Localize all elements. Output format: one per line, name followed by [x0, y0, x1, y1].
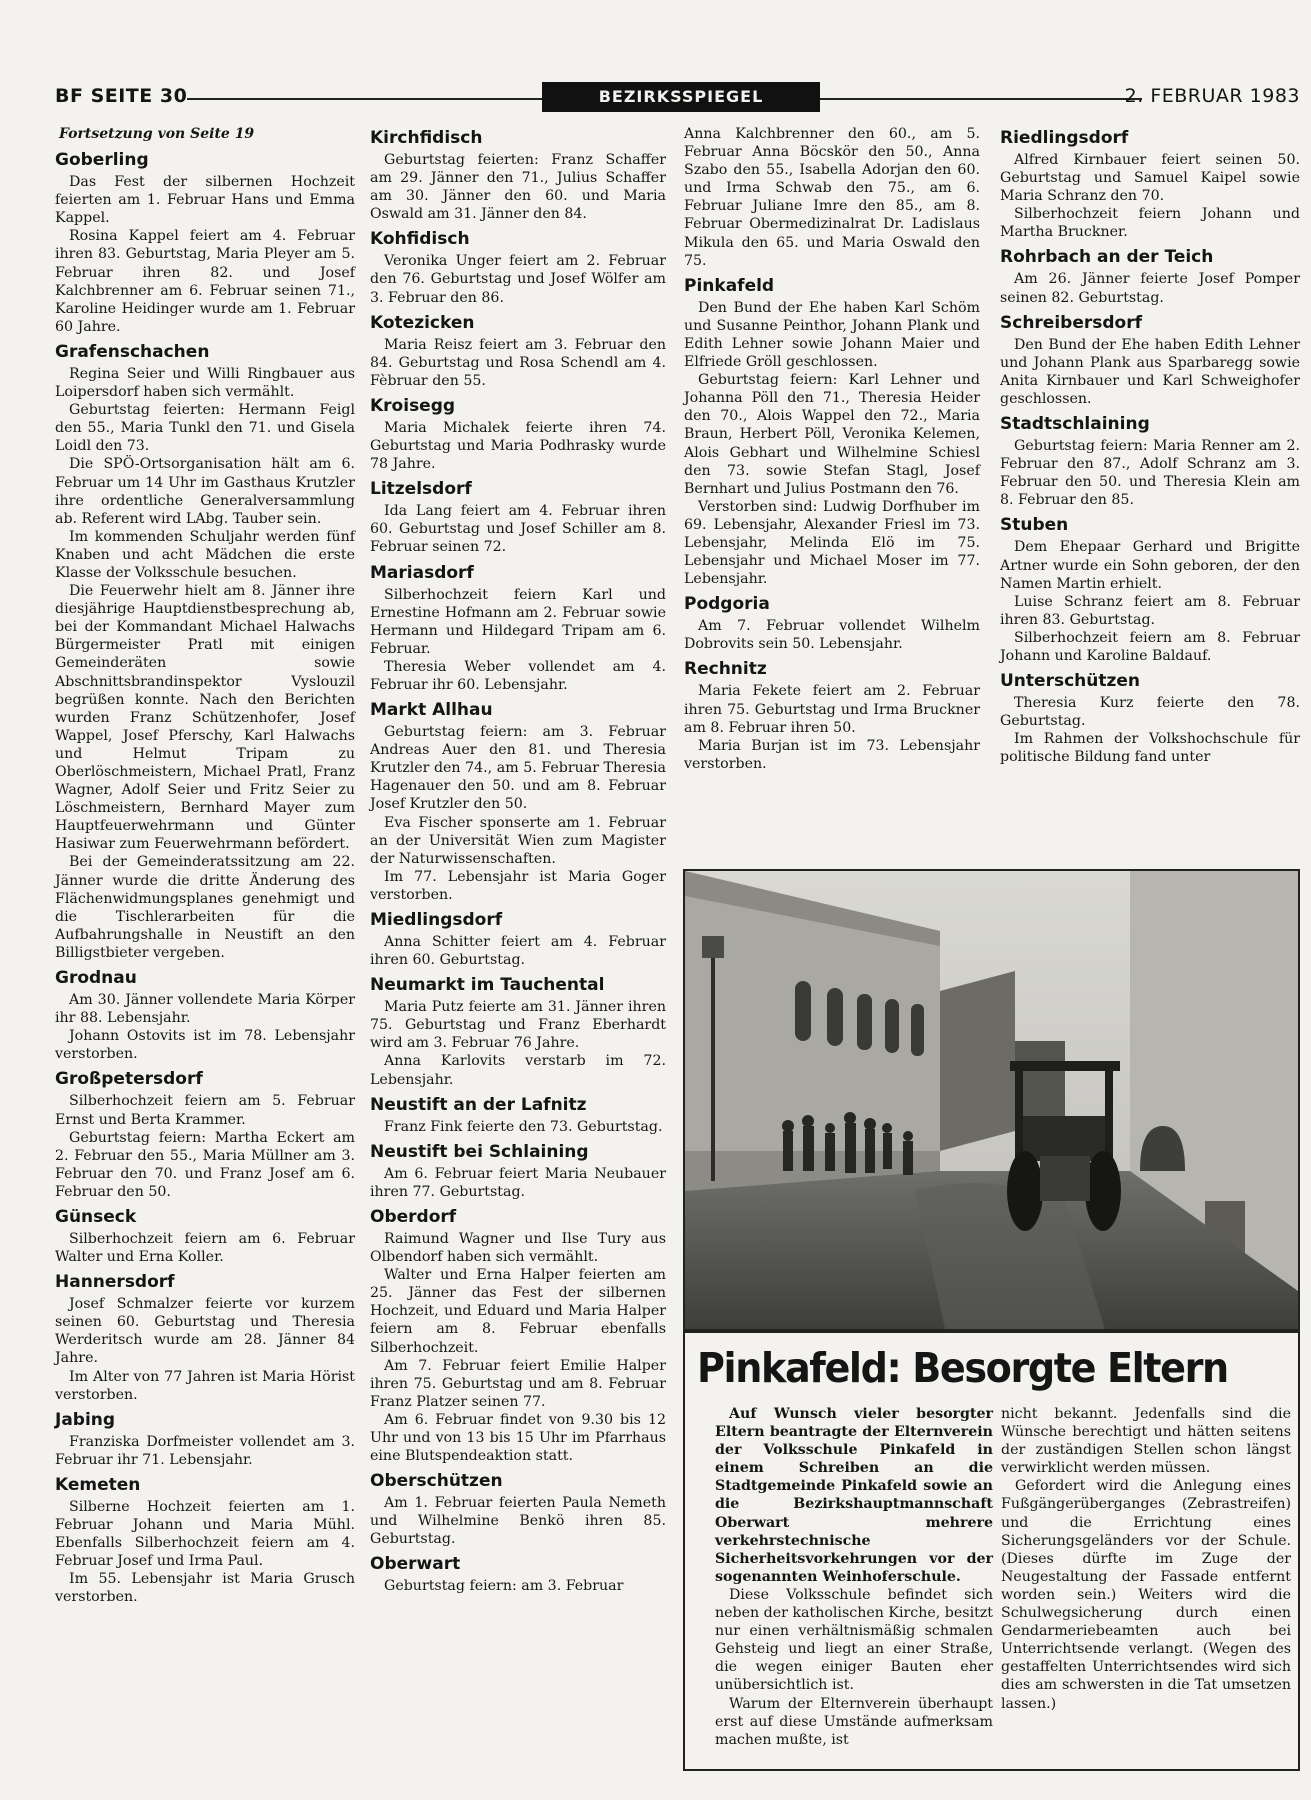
article-paragraph: Gefordert wird die Anlegung eines Fußgängerüberganges (Zebrastreifen) und die Errichtung eines Sicherungsgeländers vor der Schule. (Dieses dürfte im Zuge der Neugestaltung der Fassade entfernt worden sein.) Weiters wird die Schulwegsicherung durch einen Gendarmeriebeamten auch bei Unterrichtsende verlangt. (Wegen des gestaffelten Unterrichtsendes wird sich dies am schwersten in die Tat umsetzen lassen.): [1001, 1478, 1291, 1712]
section-heading: Rohrbach an der Teich: [1000, 247, 1214, 268]
section-heading: Mariasdorf: [370, 562, 474, 583]
section-heading: Oberwart: [370, 1554, 461, 1575]
column-2: [370, 125, 666, 1601]
news-section: [55, 1206, 355, 1266]
section-heading: Neumarkt im Tauchental: [370, 975, 605, 996]
column-2-sections: [370, 127, 666, 1596]
section-paragraph: Luise Schranz feiert am 8. Februar ihren 83. Geburtstag.: [1000, 593, 1300, 628]
continuation-note: Fortsetzung von Seite 19: [59, 126, 255, 142]
section-heading: Miedlingsdorf: [370, 910, 503, 930]
column-3: [684, 125, 980, 778]
section-paragraph: Franz Fink feierte den 73. Geburtstag.: [384, 1118, 663, 1135]
section-heading: Oberschützen: [370, 1471, 503, 1492]
column-1: [55, 125, 355, 1611]
news-photo: [683, 869, 1300, 1331]
section-heading: Unterschützen: [1000, 671, 1141, 692]
article-title: Pinkafeld: Besorgte Eltern: [697, 1344, 1228, 1392]
section-paragraph: Am 6. Februar feiert Maria Neubauer ihren 77. Geburtstag.: [370, 1165, 666, 1200]
news-section: [1000, 127, 1300, 241]
news-section: [55, 967, 355, 1063]
section-heading: Hannersdorf: [55, 1272, 175, 1293]
news-section: [370, 1470, 666, 1548]
section-heading: Goberling: [55, 150, 149, 171]
article-paragraph: nicht bekannt. Jedenfalls sind die Wünsche berechtigt und hätten seitens der zuständigen Stellen schon längst verwirklicht werden müssen.: [1001, 1406, 1291, 1477]
section-paragraph: Am 26. Jänner feierte Josef Pomper seinen 82. Geburtstag.: [1000, 271, 1300, 306]
article-lead: Auf Wunsch vieler besorgter Eltern beantragte der Elternverein der Volksschule Pinkafeld in einem Schreiben an die Stadtgemeinde Pinkafeld sowie an die Bezirkshauptmannschaft Oberwart mehrere verkehrstechnische Sicherheitsvorkehrungen vor der sogenannten Weinhoferschule.: [715, 1406, 993, 1585]
news-section: [370, 1141, 666, 1201]
section-heading: Jabing: [55, 1409, 116, 1430]
section-paragraph: Am 6. Februar findet von 9.30 bis 12 Uhr und von 13 bis 15 Uhr im Pfarrhaus eine Blutspendeaktion statt.: [370, 1411, 666, 1465]
section-heading: Kroisegg: [370, 395, 456, 416]
column-3-sections: [684, 125, 980, 773]
section-title: BEZIRKSSPIEGEL: [542, 82, 820, 112]
section-paragraph: Am 7. Februar vollendet Wilhelm Dobrovits sein 50. Lebensjahr.: [684, 618, 980, 653]
news-section: [55, 1409, 355, 1469]
news-section: [1000, 514, 1300, 665]
section-paragraph: Am 1. Februar feierten Paula Nemeth und Wilhelmine Benkö ihren 85. Geburtstag.: [370, 1495, 666, 1548]
section-paragraph: Geburtstag feiern: am 3. Februar: [384, 1578, 624, 1595]
section-paragraph: Eva Fischer sponserte am 1. Februar an der Universität Wien zum Magister der Naturwissenschaften.: [370, 814, 666, 867]
news-section: [370, 1206, 666, 1465]
news-section: [684, 593, 980, 653]
section-paragraph: Silberhochzeit feiern am 5. Februar Ernst und Berta Krammer.: [55, 1093, 355, 1128]
section-paragraph: Den Bund der Ehe haben Karl Schöm und Susanne Peinthor, Johann Plank und Edith Lehner sowie Johann Maier und Elfriede Gröll geschlossen.: [684, 299, 980, 371]
section-paragraph: Silberhochzeit feiern Karl und Ernestine Hofmann am 2. Februar sowie Hermann und Hildegard Tripam am 6. Februar.: [370, 586, 666, 657]
section-heading: Stadtschlaining: [1000, 414, 1150, 435]
section-paragraph: Das Fest der silbernen Hochzeit feierten am 1. Februar Hans und Emma Kappel.: [55, 174, 355, 227]
section-paragraph: Maria Burjan ist im 73. Lebensjahr verstorben.: [684, 737, 980, 772]
section-paragraph: Bei der Gemeinderatssitzung am 22. Jänner wurde die dritte Änderung des Flächenwidmungsplanes genehmigt und die Tischlerarbeiten für die Aufbahrungshalle in Neustift an den Billigstbieter vergeben.: [55, 854, 355, 961]
section-heading: Stuben: [1000, 515, 1069, 536]
column-4-sections: [1000, 127, 1300, 766]
section-paragraph: Veronika Unger feiert am 2. Februar den 76. Geburtstag und Josef Wölfer am 3. Februar den 86.: [370, 253, 666, 306]
news-section: [55, 341, 355, 962]
photo-school-street-icon: [685, 871, 1298, 1329]
section-heading: Riedlingsdorf: [1000, 128, 1129, 148]
section-paragraph: Alfred Kirnbauer feiert seinen 50. Geburtstag und Samuel Kaipel sowie Maria Schranz den 70.: [1000, 152, 1300, 205]
section-heading: Grafenschachen: [55, 341, 210, 362]
section-paragraph: Geburtstag feiern: Karl Lehner und Johanna Pöll den 71., Theresia Heider den 70., Alois Wappel den 72., Maria Braun, Herbert Pöll, Veronika Kelemen, Alois Gebhart und Wilhelmine Schiesl den 73. sowie Stefan Stagl, Josef Bernhart und Julius Postmann den 76.: [684, 372, 980, 497]
news-section: [370, 312, 666, 390]
section-paragraph: Regina Seier und Willi Ringbauer aus Loipersdorf haben sich vermählt.: [55, 365, 355, 401]
section-heading: Markt Allhau: [370, 700, 493, 721]
section-heading: Kohfidisch: [370, 229, 470, 250]
section-paragraph: Theresia Kurz feierte den 78. Geburtstag.: [1000, 695, 1300, 730]
section-paragraph: Am 7. Februar feiert Emilie Halper ihren 75. Geburtstag und am 8. Februar Franz Platzer seinen 77.: [370, 1357, 666, 1410]
news-section: [370, 974, 666, 1088]
section-paragraph: Silberhochzeit feiern am 6. Februar Walter und Erna Koller.: [55, 1230, 355, 1266]
section-heading: Kotezicken: [370, 312, 475, 333]
news-section: [370, 228, 666, 306]
page-number: BF SEITE 30: [55, 85, 188, 107]
news-section: [370, 127, 666, 223]
section-paragraph: Im 55. Lebensjahr ist Maria Grusch verstorben.: [55, 1571, 355, 1606]
news-section: [1000, 246, 1300, 306]
header-rule-right: [820, 98, 1142, 100]
news-section: [55, 1271, 355, 1404]
article-paragraph: Warum der Elternverein überhaupt erst auf diese Umstände aufmerksam machen mußte, ist: [715, 1695, 993, 1748]
section-paragraph: Anna Kalchbrenner den 60., am 5. Februar Anna Böcskör den 50., Anna Szabo den 55., Isabella Adorjan den 60. und Irma Schwab den 75., am 6. Februar Juliane Imre den 85., am 8. Februar Obermedizinalrat Dr. Ladislaus Mikula den 65. und Maria Oswald den 75.: [684, 126, 980, 269]
section-paragraph: Im Rahmen der Volkshochschule für politische Bildung fand unter: [1000, 731, 1300, 766]
news-section: [55, 1474, 355, 1607]
section-paragraph: Geburtstag feiern: Maria Renner am 2. Februar den 87., Adolf Schranz am 3. Februar den 50. und Theresia Klein am 8. Februar den 85.: [1000, 438, 1300, 509]
section-paragraph: Im 77. Lebensjahr ist Maria Goger verstorben.: [370, 868, 666, 903]
header-rule-left: [187, 98, 542, 100]
news-section: [370, 478, 666, 556]
news-section: [1000, 670, 1300, 766]
news-section: [55, 1068, 355, 1201]
section-heading: Neustift bei Schlaining: [370, 1141, 589, 1162]
section-paragraph: Geburtstag feierten: Franz Schaffer am 29. Jänner den 71., Julius Schaffer am 30. Jänner den 60. und Maria Oswald am 31. Jänner den 84.: [370, 152, 666, 223]
section-paragraph: Die SPÖ-Ortsorganisation hält am 6. Februar um 14 Uhr im Gasthaus Krutzler ihre ordentliche Generalversammlung ab. Referent wird LAbg. Tauber sein.: [55, 456, 355, 527]
section-paragraph: Ida Lang feiert am 4. Februar ihren 60. Geburtstag und Josef Schiller am 8. Februar seinen 72.: [370, 503, 666, 556]
column-1-sections: [55, 149, 355, 1606]
news-section: [370, 562, 666, 695]
section-paragraph: Silberhochzeit feiern Johann und Martha Bruckner.: [1000, 206, 1300, 241]
news-section: [370, 395, 666, 473]
news-section: [684, 658, 980, 772]
news-section: [684, 125, 980, 270]
section-heading: Oberdorf: [370, 1206, 457, 1227]
section-paragraph: Den Bund der Ehe haben Edith Lehner und Johann Plank aus Sparbaregg sowie Anita Kirnbauer und Karl Schweighofer geschlossen.: [1000, 336, 1300, 407]
section-paragraph: Geburtstag feierten: Hermann Feigl den 55., Maria Tunkl den 71. und Gisela Loidl den 73.: [55, 402, 355, 455]
section-paragraph: Am 30. Jänner vollendete Maria Körper ihr 88. Lebensjahr.: [55, 992, 355, 1027]
section-paragraph: Im Alter von 77 Jahren ist Maria Hörist verstorben.: [55, 1368, 355, 1403]
section-paragraph: Anna Karlovits verstarb im 72. Lebensjahr.: [370, 1053, 666, 1088]
section-paragraph: Josef Schmalzer feierte vor kurzem seinen 60. Geburtstag und Theresia Werderitsch wurde am 28. Jänner 84 Jahre.: [55, 1296, 355, 1367]
section-paragraph: Geburtstag feiern: am 3. Februar Andreas Auer den 81. und Theresia Krutzler den 74., am 5. Februar Theresia Hagenauer den 50. und am 8. Februar Josef Krutzler den 50.: [370, 724, 666, 813]
section-heading: Pinkafeld: [684, 275, 775, 296]
article-paragraph: Diese Volksschule befindet sich neben der katholischen Kirche, besitzt nur einen verhältnismäßig schmalen Gehsteig und liegt an einer Straße, die wegen einiger Bauten eher unübersichtlich ist.: [715, 1586, 993, 1694]
news-section: [370, 1094, 666, 1136]
column-4: [1000, 125, 1300, 771]
section-heading: Grodnau: [55, 968, 137, 989]
section-paragraph: Rosina Kappel feiert am 4. Februar ihren 83. Geburtstag, Maria Pleyer am 5. Februar ihren 82. und Josef Kalchbrenner am 6. Februar seinen 71., Karoline Heidinger wurde am 1. Februar 60 Jahre.: [55, 228, 355, 335]
news-section: [55, 149, 355, 336]
section-heading: Rechnitz: [684, 659, 767, 680]
section-paragraph: Silberne Hochzeit feierten am 1. Februar Johann und Maria Mühl. Ebenfalls Silberhochzeit feiern am 4. Februar Josef und Irma Paul.: [55, 1498, 355, 1570]
news-section: [370, 699, 666, 904]
page-header: [55, 82, 1300, 116]
news-section: [1000, 413, 1300, 509]
section-heading: Litzelsdorf: [370, 479, 472, 500]
section-paragraph: Verstorben sind: Ludwig Dorfhuber im 69. Lebensjahr, Alexander Friesl im 73. Lebensjahr, Melinda Elö im 75. Lebensjahr und Michael Moser im 77. Lebensjahr.: [684, 498, 980, 588]
article-column-1: [715, 1405, 993, 1749]
section-paragraph: Raimund Wagner und Ilse Tury aus Olbendorf haben sich vermählt.: [370, 1230, 666, 1266]
section-paragraph: Maria Putz feierte am 31. Jänner ihren 75. Geburtstag und Franz Eberhardt wird am 3. Februar 76 Jahre.: [370, 999, 666, 1052]
section-heading: Neustift an der Lafnitz: [370, 1094, 587, 1115]
article-column-2: [1001, 1405, 1291, 1713]
section-paragraph: Anna Schitter feiert am 4. Februar ihren 60. Geburtstag.: [370, 934, 666, 969]
section-heading: Podgoria: [684, 594, 770, 615]
news-section: [370, 909, 666, 969]
section-paragraph: Johann Ostovits ist im 78. Lebensjahr verstorben.: [55, 1028, 355, 1063]
section-paragraph: Maria Fekete feiert am 2. Februar ihren 75. Geburtstag und Irma Bruckner am 8. Februar ihren 50.: [684, 683, 980, 736]
section-paragraph: Franziska Dorfmeister vollendet am 3. Februar ihr 71. Lebensjahr.: [55, 1433, 355, 1468]
section-heading: Kirchfidisch: [370, 128, 483, 148]
section-paragraph: Geburtstag feiern: Martha Eckert am 2. Februar den 55., Maria Müllner am 3. Februar den 70. und Franz Josef am 6. Februar den 50.: [55, 1129, 355, 1200]
section-paragraph: Silberhochzeit feiern am 8. Februar Johann und Karoline Baldauf.: [1000, 629, 1300, 664]
section-paragraph: Maria Michalek feierte ihren 74. Geburtstag und Maria Podhrasky wurde 78 Jahre.: [370, 419, 666, 473]
section-heading: Günseck: [55, 1206, 137, 1227]
news-section: [1000, 312, 1300, 408]
news-section: [684, 275, 980, 589]
article-box: [683, 1331, 1300, 1771]
news-section: [370, 1553, 666, 1595]
section-paragraph: Maria Reisz feiert am 3. Februar den 84. Geburtstag und Rosa Schendl am 4. Fèbruar den 55.: [370, 336, 666, 389]
section-heading: Schreibersdorf: [1000, 312, 1142, 333]
section-paragraph: Im kommenden Schuljahr werden fünf Knaben und acht Mädchen die erste Klasse der Volksschule besuchen.: [55, 528, 355, 581]
section-heading: Kemeten: [55, 1474, 141, 1495]
section-paragraph: Die Feuerwehr hielt am 8. Jänner ihre diesjährige Hauptdienstbesprechung ab, bei der Kommandant Michael Halwachs Bürgermeister Pratl mit einigen Gemeinderäten sowie Abschnittsbrandinspektor Vyslouzil begrüßen konnte. Nach den Berichten wurden Franz Schützenhofer, Josef Wappel, Josef Pferschy, Karl Halwachs und Helmut Tripam zu Oberlöschmeistern, Michael Pratl, Franz Wagner, Adolf Seier und Fritz Seier zu Löschmeistern, Bernhard Mayer zum Hauptfeuerwehrmann und Günter Hasiwar zum Feuerwehrmann befördert.: [55, 583, 355, 853]
section-paragraph: Dem Ehepaar Gerhard und Brigitte Artner wurde ein Sohn geboren, der den Namen Martin erhielt.: [1000, 539, 1300, 592]
section-paragraph: Walter und Erna Halper feierten am 25. Jänner das Fest der silbernen Hochzeit, und Eduard und Maria Halper feiern am 8. Februar ebenfalls Silberhochzeit.: [370, 1267, 666, 1356]
section-paragraph: Theresia Weber vollendet am 4. Februar ihr 60. Lebensjahr.: [370, 658, 666, 693]
section-heading: Großpetersdorf: [55, 1069, 203, 1090]
issue-date: 2. FEBRUAR 1983: [1124, 85, 1300, 107]
